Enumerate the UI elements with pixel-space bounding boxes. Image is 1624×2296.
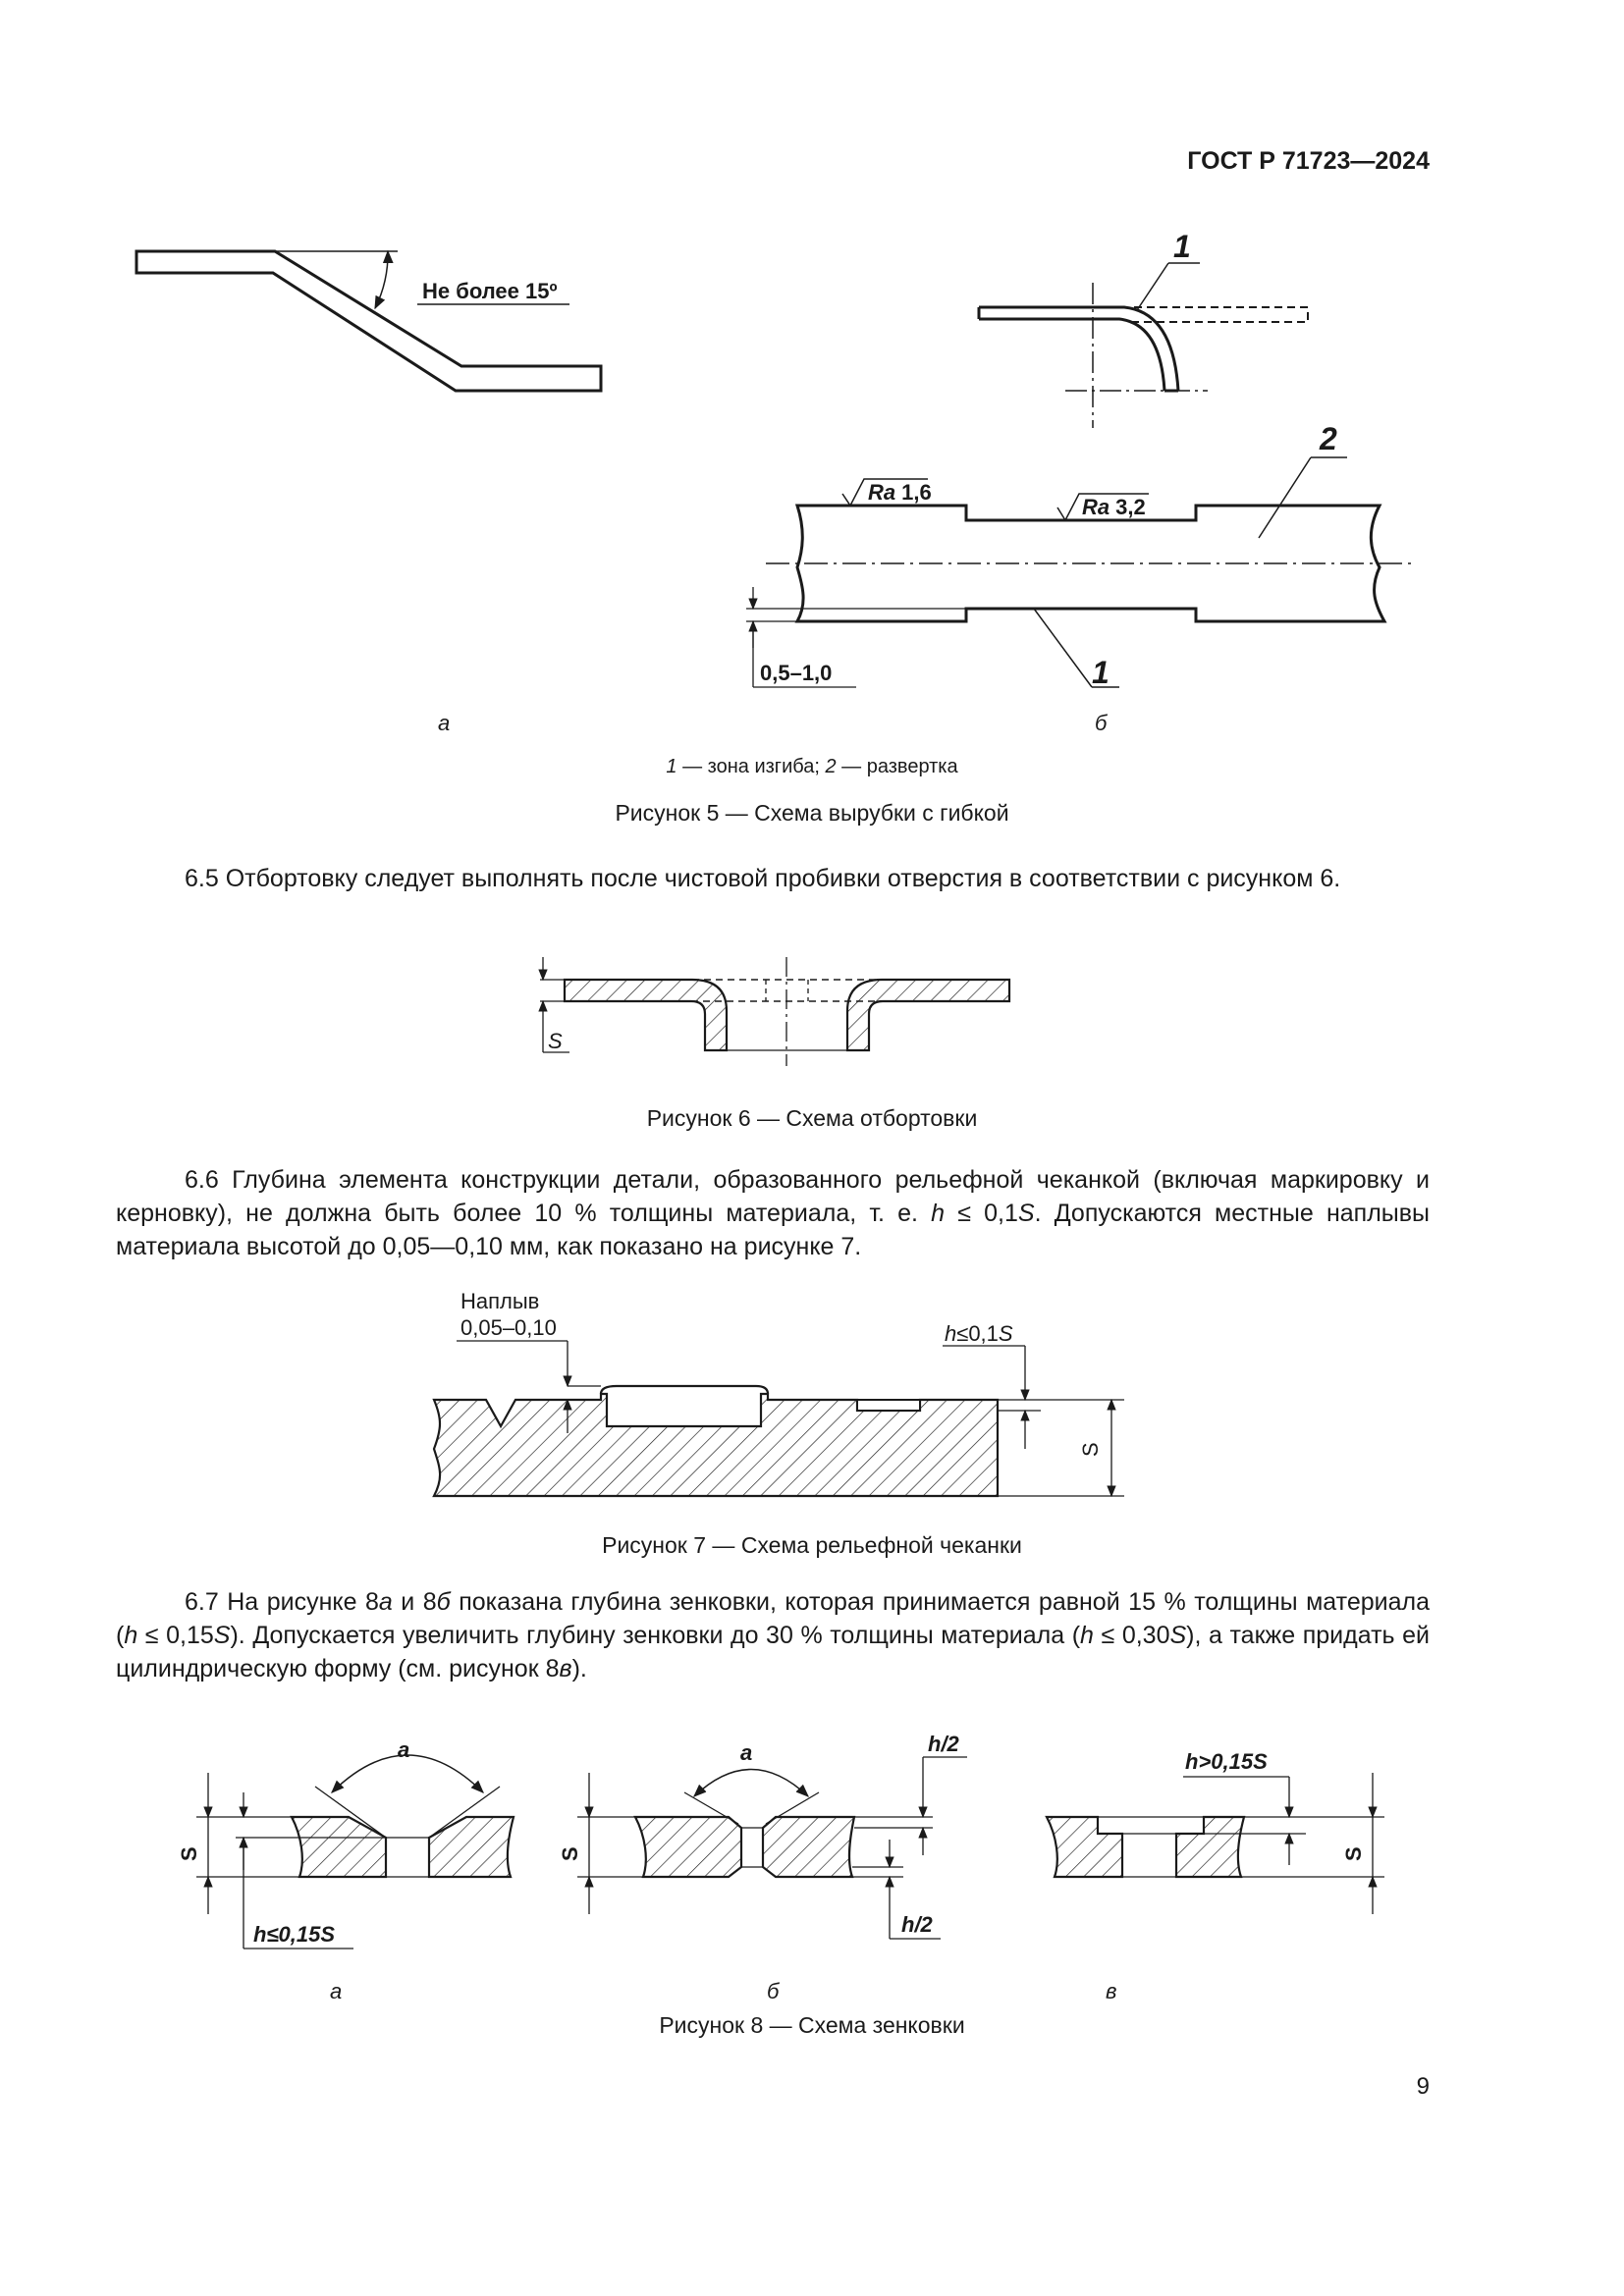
callout-2: 2 bbox=[1320, 421, 1337, 456]
page-number: 9 bbox=[1416, 2073, 1430, 2100]
fig8-sub-b: б bbox=[767, 1979, 780, 2003]
figure7-s-label: S bbox=[1078, 1442, 1103, 1457]
fig8-sub-a: а bbox=[330, 1979, 343, 2003]
s-symbol: S bbox=[998, 1321, 1013, 1346]
h-limit: ≤0,1 bbox=[956, 1321, 999, 1346]
fig8a-angle-label: a bbox=[398, 1737, 410, 1762]
fig8v-h-label: h>0,15S bbox=[1185, 1749, 1268, 1774]
figure6-flanging bbox=[540, 957, 1009, 1066]
ra-left-prefix: Ra bbox=[868, 480, 896, 505]
figure6-caption: Рисунок 6 — Схема отбортовки bbox=[646, 1105, 978, 1131]
fig8b-s-label: S bbox=[558, 1846, 582, 1861]
figure5-legend: 1 — зона изгиба; 2 — развертка bbox=[666, 756, 958, 777]
figure8v-cylindrical-countersink bbox=[1047, 1773, 1384, 1914]
figure5-sub-b: б bbox=[1095, 711, 1108, 735]
figure7-embossing bbox=[434, 1341, 1124, 1496]
ra-right-prefix: Ra bbox=[1082, 495, 1110, 519]
naplyv-label: Наплыв bbox=[460, 1289, 540, 1313]
figure8-caption: Рисунок 8 — Схема зенковки bbox=[659, 2012, 965, 2038]
callout-1-bottom: 1 bbox=[1092, 655, 1110, 690]
standard-header: ГОСТ Р 71723—2024 bbox=[1187, 147, 1430, 175]
paragraph-6-5: 6.5 Отбортовку следует выполнять после чистовой пробивки отверстия в соответствии с рисунком 6. bbox=[185, 865, 1341, 892]
callout-1-top: 1 bbox=[1173, 229, 1191, 264]
ra-right-value: 3,2 bbox=[1115, 495, 1146, 519]
figure5-caption: Рисунок 5 — Схема вырубки с гибкой bbox=[615, 800, 1009, 826]
figure6-s-label: S bbox=[548, 1029, 563, 1053]
svg-text:Ra1,6 bbox=[868, 480, 932, 505]
paragraph-6-7: 6.7 На рисунке 8а и 8б показана глубина зенковки, которая принимается равной 15 % толщины материала (h ≤ 0,15S). Допускается увеличить глубину зенковки до 30 % толщины материала (h ≤ 0,30S), а также придать ей цилиндрическую форму (см. рисунок 8в). bbox=[116, 1588, 1430, 1682]
naplyv-value: 0,05–0,10 bbox=[460, 1315, 557, 1340]
ra-left-value: 1,6 bbox=[901, 480, 932, 505]
fig8b-h2-top: h/2 bbox=[928, 1732, 959, 1756]
figure5a-bent-strip bbox=[136, 251, 601, 391]
fig8b-h2-bottom: h/2 bbox=[901, 1912, 933, 1937]
figure5b-development bbox=[746, 457, 1414, 687]
paragraph-6-6: 6.6 Глубина элемента конструкции детали, образованного рельефной чеканкой (включая маркировку и керновку), не должна быть более 10 % толщины материала, т. е. h ≤ 0,1S. Допускаются местные наплывы материала высотой до 0,05—0,10 мм, как показано на рисунке 7. bbox=[116, 1166, 1431, 1260]
fig8a-h-label: h≤0,15S bbox=[253, 1922, 336, 1947]
fig8a-s-label: S bbox=[177, 1846, 201, 1861]
fig8v-s-label: S bbox=[1341, 1846, 1366, 1861]
figure5b-bend-detail bbox=[979, 263, 1308, 428]
angle-limit-label: Не более 15º bbox=[422, 279, 558, 303]
fig8b-angle-label: a bbox=[740, 1740, 753, 1765]
figure5-sub-a: а bbox=[438, 711, 451, 735]
dimension-0-5-1-0: 0,5–1,0 bbox=[760, 661, 833, 685]
fig8-sub-v: в bbox=[1106, 1979, 1117, 2003]
h-symbol: h bbox=[945, 1321, 957, 1346]
svg-text:h≤0,1S bbox=[945, 1321, 1013, 1346]
figure8a-countersink bbox=[196, 1755, 514, 1949]
figure7-caption: Рисунок 7 — Схема рельефной чеканки bbox=[602, 1532, 1022, 1558]
svg-text:Ra3,2 bbox=[1082, 495, 1146, 519]
